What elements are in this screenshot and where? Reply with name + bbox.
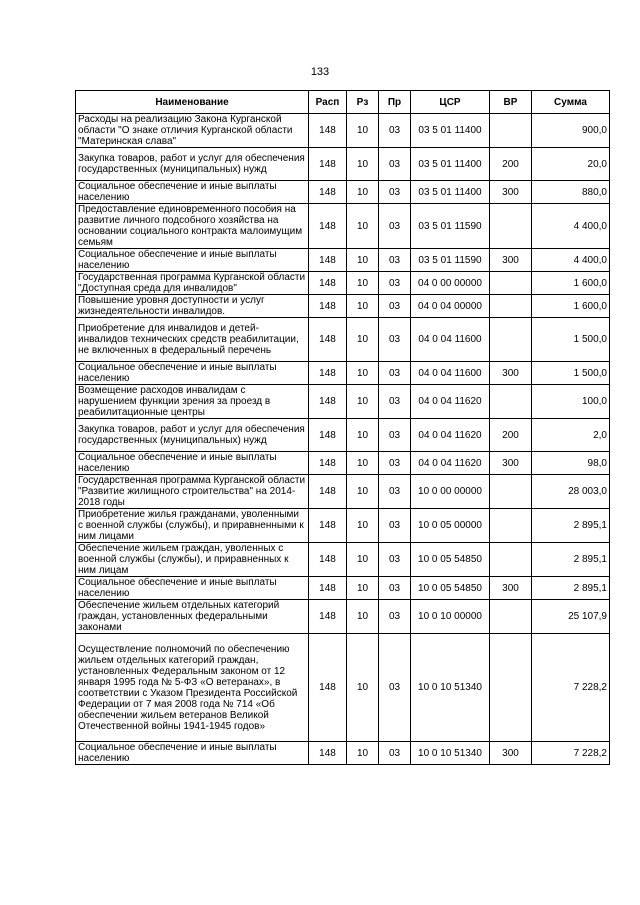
cell-csr: 04 0 00 00000 bbox=[411, 272, 490, 295]
cell-rasp: 148 bbox=[309, 204, 347, 249]
cell-pr: 03 bbox=[379, 475, 411, 509]
table-row bbox=[76, 475, 610, 509]
cell-rz: 10 bbox=[347, 385, 379, 419]
cell-rz: 10 bbox=[347, 742, 379, 765]
cell-rz: 10 bbox=[347, 509, 379, 543]
table-body bbox=[76, 114, 610, 765]
cell-pr: 03 bbox=[379, 114, 411, 148]
cell-rz: 10 bbox=[347, 181, 379, 204]
cell-pr: 03 bbox=[379, 385, 411, 419]
cell-rz: 10 bbox=[347, 114, 379, 148]
cell-sum: 100,0 bbox=[532, 385, 610, 419]
cell-name: Государственная программа Курганской области "Развитие жилищного строительства" на 2014-2018 годы bbox=[76, 475, 309, 509]
cell-name: Обеспечение жильем отдельных категорий граждан, установленных федеральными законами bbox=[76, 600, 309, 634]
cell-rasp: 148 bbox=[309, 600, 347, 634]
table-row bbox=[76, 742, 610, 765]
cell-sum: 4 400,0 bbox=[532, 204, 610, 249]
header-name: Наименование bbox=[76, 91, 309, 114]
cell-rasp: 148 bbox=[309, 452, 347, 475]
cell-csr: 04 0 04 11620 bbox=[411, 385, 490, 419]
cell-rz: 10 bbox=[347, 318, 379, 362]
table-row bbox=[76, 295, 610, 318]
table-header-row bbox=[76, 91, 610, 114]
cell-vr: 300 bbox=[490, 742, 532, 765]
cell-vr bbox=[490, 600, 532, 634]
cell-name: Государственная программа Курганской области "Доступная среда для инвалидов" bbox=[76, 272, 309, 295]
cell-vr bbox=[490, 114, 532, 148]
table-row bbox=[76, 249, 610, 272]
cell-name: Социальное обеспечение и иные выплаты населению bbox=[76, 362, 309, 385]
cell-rasp: 148 bbox=[309, 742, 347, 765]
cell-vr bbox=[490, 272, 532, 295]
cell-vr bbox=[490, 318, 532, 362]
cell-sum: 4 400,0 bbox=[532, 249, 610, 272]
cell-rasp: 148 bbox=[309, 272, 347, 295]
cell-pr: 03 bbox=[379, 419, 411, 452]
cell-vr: 300 bbox=[490, 249, 532, 272]
cell-pr: 03 bbox=[379, 295, 411, 318]
cell-name: Приобретение жилья гражданами, уволенными с военной службы (службы), и приравненными к ним лицами bbox=[76, 509, 309, 543]
cell-pr: 03 bbox=[379, 181, 411, 204]
cell-pr: 03 bbox=[379, 452, 411, 475]
cell-csr: 04 0 04 11620 bbox=[411, 419, 490, 452]
cell-rasp: 148 bbox=[309, 577, 347, 600]
cell-rasp: 148 bbox=[309, 114, 347, 148]
cell-sum: 7 228,2 bbox=[532, 742, 610, 765]
cell-rasp: 148 bbox=[309, 385, 347, 419]
cell-pr: 03 bbox=[379, 600, 411, 634]
table-row bbox=[76, 181, 610, 204]
cell-csr: 03 5 01 11590 bbox=[411, 204, 490, 249]
cell-csr: 03 5 01 11590 bbox=[411, 249, 490, 272]
cell-name: Социальное обеспечение и иные выплаты населению bbox=[76, 742, 309, 765]
cell-rasp: 148 bbox=[309, 509, 347, 543]
cell-csr: 03 5 01 11400 bbox=[411, 114, 490, 148]
cell-rz: 10 bbox=[347, 543, 379, 577]
cell-sum: 2 895,1 bbox=[532, 509, 610, 543]
cell-name: Повышение уровня доступности и услуг жизнедеятельности инвалидов. bbox=[76, 295, 309, 318]
cell-sum: 1 600,0 bbox=[532, 272, 610, 295]
cell-pr: 03 bbox=[379, 509, 411, 543]
cell-rz: 10 bbox=[347, 148, 379, 181]
cell-vr: 300 bbox=[490, 452, 532, 475]
cell-vr bbox=[490, 475, 532, 509]
table-row bbox=[76, 577, 610, 600]
cell-name: Обеспечение жильем граждан, уволенных с военной службы (службы), и приравненных к ним лицам bbox=[76, 543, 309, 577]
table-row bbox=[76, 634, 610, 742]
cell-pr: 03 bbox=[379, 577, 411, 600]
cell-sum: 20,0 bbox=[532, 148, 610, 181]
table-row bbox=[76, 509, 610, 543]
cell-pr: 03 bbox=[379, 362, 411, 385]
cell-csr: 04 0 04 11620 bbox=[411, 452, 490, 475]
cell-csr: 10 0 05 00000 bbox=[411, 509, 490, 543]
cell-csr: 10 0 10 51340 bbox=[411, 742, 490, 765]
table-row bbox=[76, 272, 610, 295]
cell-csr: 10 0 10 00000 bbox=[411, 600, 490, 634]
cell-vr: 300 bbox=[490, 181, 532, 204]
cell-sum: 1 600,0 bbox=[532, 295, 610, 318]
cell-pr: 03 bbox=[379, 318, 411, 362]
cell-rz: 10 bbox=[347, 204, 379, 249]
cell-sum: 1 500,0 bbox=[532, 362, 610, 385]
cell-pr: 03 bbox=[379, 272, 411, 295]
cell-rz: 10 bbox=[347, 249, 379, 272]
cell-vr bbox=[490, 385, 532, 419]
header-csr: ЦСР bbox=[411, 91, 490, 114]
cell-csr: 03 5 01 11400 bbox=[411, 181, 490, 204]
cell-rz: 10 bbox=[347, 295, 379, 318]
cell-sum: 7 228,2 bbox=[532, 634, 610, 742]
cell-csr: 10 0 05 54850 bbox=[411, 577, 490, 600]
cell-vr bbox=[490, 295, 532, 318]
cell-pr: 03 bbox=[379, 148, 411, 181]
cell-rz: 10 bbox=[347, 634, 379, 742]
table-row bbox=[76, 114, 610, 148]
cell-vr: 200 bbox=[490, 419, 532, 452]
cell-rasp: 148 bbox=[309, 249, 347, 272]
cell-rasp: 148 bbox=[309, 318, 347, 362]
cell-name: Осуществление полномочий по обеспечению жильем отдельных категорий граждан, установленных Федеральным законом от 12 января 1995 года № 5-ФЗ «О ветеранах», в соответствии с Указом Президента Российской Федерации от 7 мая 2008 года № 714 «Об обеспечении жильем ветеранов Великой Отечественной войны 1941-1945 годов» bbox=[76, 634, 309, 742]
cell-rz: 10 bbox=[347, 577, 379, 600]
cell-vr bbox=[490, 634, 532, 742]
cell-csr: 04 0 04 11600 bbox=[411, 362, 490, 385]
cell-sum: 880,0 bbox=[532, 181, 610, 204]
cell-name: Расходы на реализацию Закона Курганской области "О знаке отличия Курганской области "Материнская слава" bbox=[76, 114, 309, 148]
cell-rasp: 148 bbox=[309, 148, 347, 181]
table-row bbox=[76, 148, 610, 181]
header-rasp: Расп bbox=[309, 91, 347, 114]
cell-vr: 300 bbox=[490, 362, 532, 385]
cell-sum: 2 895,1 bbox=[532, 577, 610, 600]
cell-rasp: 148 bbox=[309, 295, 347, 318]
cell-csr: 10 0 10 51340 bbox=[411, 634, 490, 742]
table-row bbox=[76, 204, 610, 249]
cell-vr bbox=[490, 509, 532, 543]
cell-csr: 10 0 05 54850 bbox=[411, 543, 490, 577]
cell-rasp: 148 bbox=[309, 362, 347, 385]
header-pr: Пр bbox=[379, 91, 411, 114]
cell-rz: 10 bbox=[347, 475, 379, 509]
cell-name: Социальное обеспечение и иные выплаты населению bbox=[76, 249, 309, 272]
cell-pr: 03 bbox=[379, 249, 411, 272]
cell-name: Закупка товаров, работ и услуг для обеспечения государственных (муниципальных) нужд bbox=[76, 419, 309, 452]
cell-pr: 03 bbox=[379, 634, 411, 742]
table-row bbox=[76, 318, 610, 362]
cell-sum: 900,0 bbox=[532, 114, 610, 148]
cell-rz: 10 bbox=[347, 419, 379, 452]
table-row bbox=[76, 600, 610, 634]
cell-rz: 10 bbox=[347, 600, 379, 634]
table-row bbox=[76, 385, 610, 419]
table-row bbox=[76, 543, 610, 577]
cell-rasp: 148 bbox=[309, 181, 347, 204]
cell-csr: 04 0 04 00000 bbox=[411, 295, 490, 318]
cell-name: Возмещение расходов инвалидам с нарушением функции зрения за проезд в реабилитационные центры bbox=[76, 385, 309, 419]
cell-rasp: 148 bbox=[309, 634, 347, 742]
cell-rz: 10 bbox=[347, 362, 379, 385]
page-number: 133 bbox=[310, 66, 330, 78]
cell-pr: 03 bbox=[379, 543, 411, 577]
budget-table bbox=[75, 90, 610, 765]
table-row bbox=[76, 362, 610, 385]
cell-sum: 98,0 bbox=[532, 452, 610, 475]
cell-rz: 10 bbox=[347, 452, 379, 475]
cell-sum: 2 895,1 bbox=[532, 543, 610, 577]
header-sum: Сумма bbox=[532, 91, 610, 114]
cell-name: Предоставление единовременного пособия на развитие личного подсобного хозяйства на основании социального контракта малоимущим семьям bbox=[76, 204, 309, 249]
cell-name: Приобретение для инвалидов и детей-инвалидов технических средств реабилитации, не включенных в федеральный перечень bbox=[76, 318, 309, 362]
cell-sum: 25 107,9 bbox=[532, 600, 610, 634]
cell-vr: 200 bbox=[490, 148, 532, 181]
header-rz: Рз bbox=[347, 91, 379, 114]
cell-vr bbox=[490, 543, 532, 577]
cell-csr: 10 0 00 00000 bbox=[411, 475, 490, 509]
cell-name: Закупка товаров, работ и услуг для обеспечения государственных (муниципальных) нужд bbox=[76, 148, 309, 181]
cell-name: Социальное обеспечение и иные выплаты населению bbox=[76, 452, 309, 475]
cell-sum: 28 003,0 bbox=[532, 475, 610, 509]
cell-csr: 03 5 01 11400 bbox=[411, 148, 490, 181]
cell-csr: 04 0 04 11600 bbox=[411, 318, 490, 362]
cell-sum: 1 500,0 bbox=[532, 318, 610, 362]
cell-rasp: 148 bbox=[309, 419, 347, 452]
cell-rasp: 148 bbox=[309, 475, 347, 509]
header-vr: ВР bbox=[490, 91, 532, 114]
cell-sum: 2,0 bbox=[532, 419, 610, 452]
cell-name: Социальное обеспечение и иные выплаты населению bbox=[76, 181, 309, 204]
cell-rasp: 148 bbox=[309, 543, 347, 577]
cell-pr: 03 bbox=[379, 742, 411, 765]
table-row bbox=[76, 452, 610, 475]
cell-vr: 300 bbox=[490, 577, 532, 600]
cell-rz: 10 bbox=[347, 272, 379, 295]
cell-pr: 03 bbox=[379, 204, 411, 249]
table-row bbox=[76, 419, 610, 452]
cell-vr bbox=[490, 204, 532, 249]
cell-name: Социальное обеспечение и иные выплаты населению bbox=[76, 577, 309, 600]
